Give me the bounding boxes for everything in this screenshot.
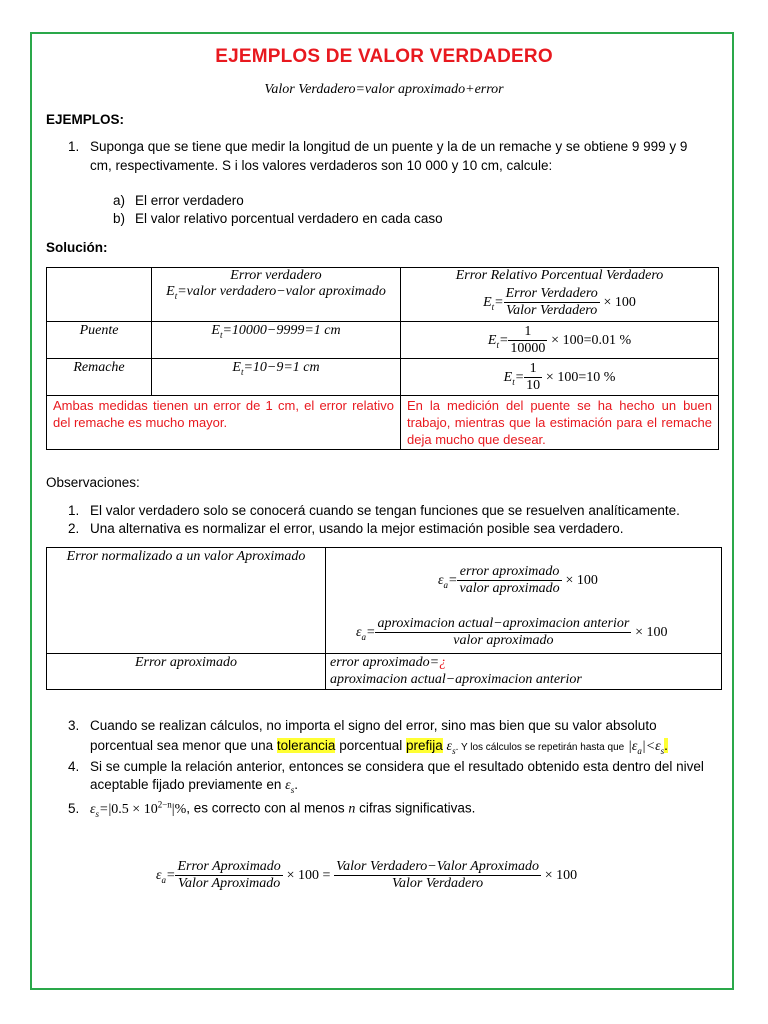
obs-4-line-2: aceptable fijado previamente en $\varepsilon_s$. (90, 777, 298, 795)
note-right: En la medición del puente se ha hecho un buen trabajo, mientras que la estimación para el remache deja mucho que desear. (401, 396, 719, 450)
obs-4-line-1: Si se cumple la relación anterior, entonces se considera que el resultado obtenido esta dentro del nivel (90, 759, 704, 774)
obs-5-text: $\varepsilon_s=|0.5 \times 10^{2-n}|\%$, es correcto con al menos n cifras significativas. (90, 799, 476, 819)
highlight-tolerancia: tolerancia (276, 738, 336, 753)
normalized-label-cell: Error normalizado a un valor Aproximado (47, 548, 326, 654)
highlight-prefija: prefija (405, 738, 443, 753)
row-puente-error: $E_t=10000-9999=1$ cm (152, 322, 401, 359)
header-error-verdadero (152, 268, 401, 322)
row-remache-label: Remache (47, 359, 152, 396)
header-relative-formula: $E_t=$ $\frac{\text{Error Verdadero}}{\text{Valor Verdadero}}$ × 100 (483, 286, 636, 318)
header-error-title: Error verdadero (230, 268, 322, 283)
item-a-text: El error verdadero (135, 193, 244, 208)
item-b-text: El valor relativo porcentual verdadero en cada caso (135, 211, 443, 226)
row-remache-error: $E_t=10-9=1$ cm (152, 359, 401, 396)
obs-2-text: Una alternativa es normalizar el error, usando la mejor estimación posible sea verdadero. (90, 521, 624, 536)
table-corner-cell (47, 268, 152, 322)
item-a-marker: a) (113, 193, 126, 208)
header-error-formula: $E_t=valor$ verdadero−valor aproximado (166, 284, 386, 301)
obs-3-number: 3. (68, 718, 80, 733)
obs-1-number: 1. (68, 503, 80, 518)
final-formula: $\varepsilon_a=$ $\frac{\text{Error Aproximado}}{\text{Valor Aproximado}}$ × 100 = $\frac{\text{Valor Verdadero−Valor Aproximado}}{\text{Valor Verdadero}}$ × 100 (156, 859, 578, 891)
row-puente-relative: $E_t=$ $\frac{1}{10000}$ × 100=0.01 % (401, 322, 719, 359)
approx-label-cell: Error aproximado (47, 654, 326, 690)
obs-2-number: 2. (68, 521, 80, 536)
header-relative-title: Error Relativo Porcentual Verdadero (455, 268, 664, 283)
note-left: Ambas medidas tienen un error de 1 cm, el error relativo del remache es mucho mayor. (47, 396, 401, 450)
obs-1-text: El valor verdadero solo se conocerá cuando se tengan funciones que se resuelven analíticamente. (90, 503, 680, 518)
main-equation: Valor Verdadero=valor aproximado+error (264, 82, 504, 97)
solution-heading: Solución: (46, 240, 108, 255)
solution-table (46, 267, 719, 450)
observations-heading: Observaciones: (46, 475, 140, 490)
approx-formula-cell: error aproximado=¿ aproximacion actual−aproximacion anterior (326, 654, 722, 690)
problem-number: 1. (68, 139, 80, 154)
normalized-error-table (46, 547, 722, 690)
page-title: EJEMPLOS DE VALOR VERDADERO (215, 46, 553, 67)
problem-line-1: Suponga que se tiene que medir la longitud de un puente y la de un remache y se obtiene 9 999 y 9 (90, 139, 688, 154)
obs-3-line-2: porcentual sea menor que una tolerancia porcentual prefija $\varepsilon_s$. Y los cálculos se repetirán hasta que $|\varepsilon_a|<\varepsilon_s$. (90, 738, 668, 756)
normalized-formula-1: $\varepsilon_a=$ $\frac{\text{error aproximado}}{\text{valor aproximado}}$ × 100 (438, 564, 598, 596)
header-relative-error (401, 268, 719, 322)
obs-3-line-1: Cuando se realizan cálculos, no importa el signo del error, sino mas bien que su valor absoluto (90, 718, 657, 733)
problem-line-2: cm, respectivamente. S i los valores verdaderos son 10 000 y 10 cm, calcule: (90, 158, 553, 173)
obs-5-number: 5. (68, 801, 80, 816)
item-b-marker: b) (113, 211, 126, 226)
examples-heading: EJEMPLOS: (46, 112, 125, 127)
row-puente-label: Puente (47, 322, 152, 359)
normalized-formulas-cell (326, 548, 722, 654)
obs-4-number: 4. (68, 759, 80, 774)
normalized-formula-2: $\varepsilon_a=$ $\frac{\text{aproximacion actual−aproximacion anterior}}{\text{valor aproximado}}$ × 100 (356, 616, 668, 648)
row-remache-relative: $E_t=$ $\frac{1}{10}$ × 100=10 % (401, 359, 719, 396)
